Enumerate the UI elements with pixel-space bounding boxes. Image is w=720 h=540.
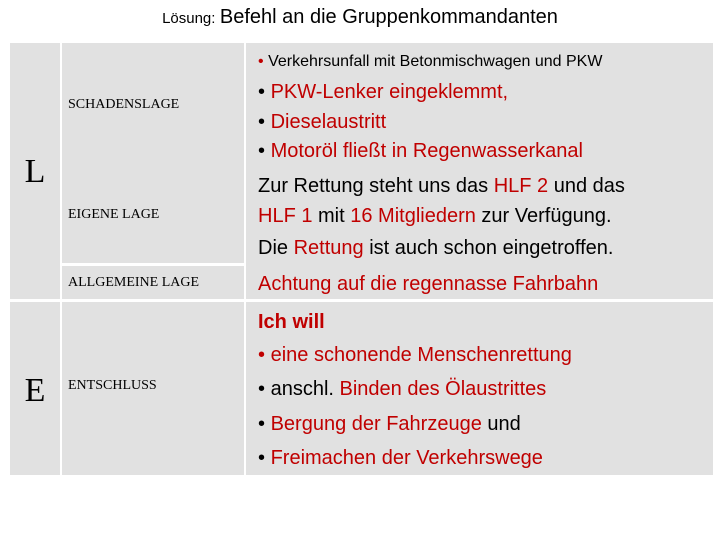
text-segment: und das: [548, 175, 625, 197]
bullet: •: [258, 378, 266, 400]
text-segment: und: [481, 413, 521, 435]
text-hlf2: HLF 2: [493, 175, 549, 197]
text-dieselaustritt: Dieselaustritt: [270, 111, 387, 133]
text-unfall: Verkehrsunfall mit Betonmischwagen und PKW: [268, 53, 603, 70]
title-prefix: Lösung:: [162, 10, 216, 27]
slide-title: [0, 6, 720, 29]
bullet: •: [258, 140, 266, 162]
text-segment: Zur Rettung steht uns das: [258, 175, 494, 197]
cell-lage-labels: [62, 43, 244, 263]
line-motoroel: [258, 139, 583, 163]
bullet: •: [258, 447, 266, 469]
text-segment: Die: [258, 237, 294, 259]
lage-table: [10, 43, 713, 475]
text-rettung: Rettung: [293, 237, 364, 259]
text-hlf1: HLF 1: [258, 205, 313, 227]
text-segment: mit: [312, 205, 351, 227]
line-unfall: [258, 50, 602, 74]
bullet: •: [258, 81, 266, 103]
line-freimachen: [258, 446, 543, 470]
line-rettung-1: [258, 174, 625, 198]
line-menschenrettung: [258, 343, 572, 367]
title-main: Befehl an die Gruppenkommandanten: [219, 6, 558, 28]
line-dieselaustritt: [258, 110, 386, 134]
cell-l: [10, 43, 60, 299]
text-ich-will: Ich will: [258, 311, 325, 333]
letter-l: L: [24, 153, 46, 190]
text-segment: ist auch schon eingetroffen.: [363, 237, 614, 259]
line-ich-will: [258, 310, 325, 334]
cell-allgemeine-lage: [62, 266, 244, 299]
bullet: •: [258, 413, 266, 435]
bullet: •: [258, 111, 266, 133]
text-segment: anschl.: [270, 378, 340, 400]
line-pkw-lenker: [258, 80, 508, 104]
text-oelaustritt: Binden des Ölaustrittes: [339, 378, 547, 400]
text-menschenrettung: eine schonende Menschenrettung: [270, 344, 572, 366]
line-achtung: [258, 272, 598, 296]
bullet: •: [258, 344, 266, 366]
label-eigene-lage: EIGENE LAGE: [68, 207, 160, 222]
cell-e: [10, 302, 60, 475]
letter-e: E: [24, 372, 46, 409]
line-bergung: [258, 412, 521, 436]
text-segment: zur Verfügung.: [475, 205, 612, 227]
text-freimachen: Freimachen der Verkehrswege: [270, 447, 543, 469]
line-rettung-3: [258, 236, 613, 260]
line-oelaustritt: [258, 377, 546, 401]
label-entschluss: ENTSCHLUSS: [68, 378, 157, 393]
text-mitglieder: 16 Mitgliedern: [350, 205, 476, 227]
bullet: •: [258, 53, 264, 70]
cell-entschluss: [62, 302, 244, 475]
text-pkw-lenker: PKW-Lenker eingeklemmt,: [270, 81, 509, 103]
line-rettung-2: [258, 204, 612, 228]
text-bergung: Bergung der Fahrzeuge: [270, 413, 482, 435]
label-schadenslage: SCHADENSLAGE: [68, 97, 180, 112]
text-achtung: Achtung auf die regennasse Fahrbahn: [258, 273, 599, 295]
text-motoroel: Motoröl fließt in Regenwasserkanal: [270, 140, 583, 162]
label-allgemeine-lage: ALLGEMEINE LAGE: [68, 275, 200, 290]
